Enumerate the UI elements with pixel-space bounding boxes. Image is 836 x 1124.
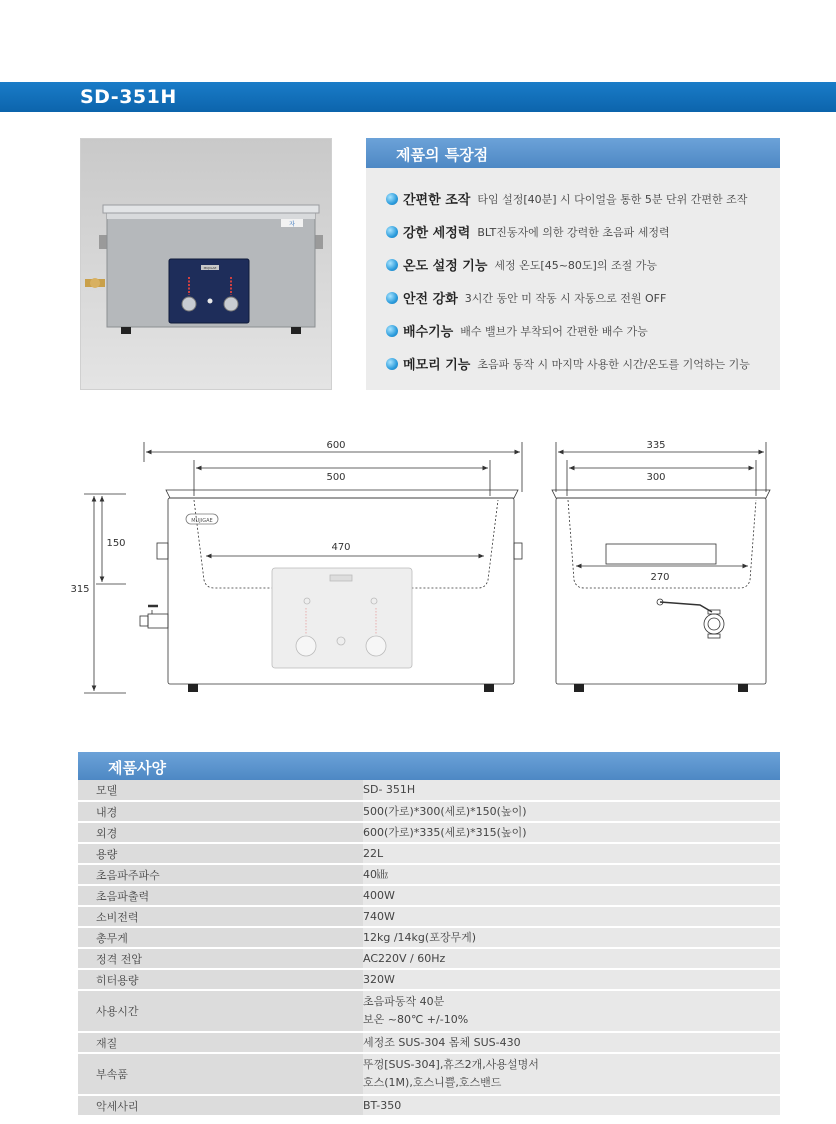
spec-value-line: 12kg /14kg(포장무게)	[363, 930, 476, 944]
spec-value-line: 뚜껑[SUS-304],휴즈2개,사용설명서	[363, 1058, 539, 1071]
spec-value	[363, 969, 780, 990]
spec-value	[363, 780, 780, 801]
spec-value	[363, 1032, 780, 1053]
ultrasonic-cleaner-illustration	[81, 139, 332, 390]
spec-value-line: 초음파동작 40분	[363, 995, 445, 1008]
drawing-brand: MUJIGAE	[191, 518, 213, 524]
spec-label: 초음파출력	[78, 885, 363, 906]
spec-value	[363, 927, 780, 948]
feature-title: 간편한 조작	[403, 193, 471, 208]
spec-value	[363, 906, 780, 927]
feature-title: 안전 강화	[403, 292, 458, 307]
feature-desc: 초음파 동작 시 마지막 사용한 시간/온도를 기억하는 기능	[477, 357, 750, 371]
spec-row	[78, 990, 780, 1032]
spec-value-line: 500(가로)*300(세로)*150(높이)	[363, 804, 527, 818]
front-view	[70, 440, 522, 693]
spec-row	[78, 780, 780, 801]
spec-value	[363, 864, 780, 885]
spec-value-line: 호스(1M),호스니쁠,호스밴드	[363, 1076, 502, 1089]
spec-value	[363, 822, 780, 843]
spec-value-line: SD- 351H	[363, 783, 416, 796]
spec-value-line: AC220V / 60Hz	[363, 951, 446, 965]
dim-front-bath: 470	[331, 542, 351, 553]
feature-title: 배수기능	[403, 325, 454, 340]
spec-label: 악세사리	[78, 1095, 363, 1116]
bullet-icon	[386, 358, 398, 370]
spec-row	[78, 822, 780, 843]
dim-inner-depth: 150	[106, 538, 126, 549]
spec-label: 모델	[78, 780, 363, 801]
feature-item	[386, 281, 780, 314]
bullet-icon	[386, 325, 398, 337]
spec-label: 내경	[78, 801, 363, 822]
spec-row	[78, 906, 780, 927]
spec-label: 히터용량	[78, 969, 363, 990]
spec-value	[363, 1053, 780, 1095]
bullet-icon	[386, 193, 398, 205]
feature-desc: 배수 밸브가 부착되어 간편한 배수 가능	[460, 324, 648, 338]
spec-value-line: 740W	[363, 909, 395, 923]
model-title: SD-351H	[80, 86, 177, 108]
spec-value-line: 22L	[363, 846, 384, 860]
spec-row	[78, 927, 780, 948]
spec-section	[78, 752, 780, 1117]
spec-row	[78, 1032, 780, 1053]
spec-label: 초음파주파수	[78, 864, 363, 885]
spec-row	[78, 885, 780, 906]
feature-item	[386, 347, 780, 380]
spec-value-line: 600(가로)*335(세로)*315(높이)	[363, 825, 527, 839]
spec-value	[363, 948, 780, 969]
feature-item	[386, 215, 780, 248]
spec-row	[78, 1053, 780, 1095]
spec-row	[78, 864, 780, 885]
brand-mark: 자	[289, 221, 295, 228]
spec-row	[78, 801, 780, 822]
spec-value-line: 400W	[363, 888, 395, 902]
dim-front-outer: 600	[326, 440, 346, 451]
spec-label: 소비전력	[78, 906, 363, 927]
side-view	[552, 440, 770, 692]
spec-value-line: 320W	[363, 972, 395, 986]
spec-value	[363, 801, 780, 822]
bullet-icon	[386, 259, 398, 271]
feature-title: 강한 세정력	[403, 226, 471, 241]
spec-value-line: BT-350	[363, 1098, 402, 1112]
spec-label: 부속품	[78, 1053, 363, 1095]
feature-title: 온도 설정 기능	[403, 259, 488, 274]
product-photo	[80, 138, 332, 390]
dim-outer-height: 315	[70, 584, 90, 595]
feature-desc: BLT진동자에 의한 강력한 초음파 세정력	[477, 225, 670, 239]
dim-side-inner: 300	[646, 472, 666, 483]
spec-value-line: 세정조 SUS-304 몸체 SUS-430	[363, 1035, 521, 1049]
spec-value	[363, 1095, 780, 1116]
spec-label: 정격 전압	[78, 948, 363, 969]
dimension-drawing	[0, 420, 836, 720]
dim-side-outer: 335	[646, 440, 666, 451]
spec-label: 재질	[78, 1032, 363, 1053]
dim-front-inner: 500	[326, 472, 346, 483]
feature-desc: 타임 설정[40분] 시 다이얼을 통한 5분 단위 간편한 조작	[477, 192, 748, 206]
spec-table	[78, 780, 780, 1117]
spec-row	[78, 969, 780, 990]
spec-label: 사용시간	[78, 990, 363, 1032]
dim-side-bath: 270	[650, 572, 670, 583]
feature-item	[386, 182, 780, 215]
feature-desc: 세정 온도[45~80도]의 조절 가능	[494, 258, 657, 272]
spec-row	[78, 1095, 780, 1116]
spec-value-line: 보온 ~80℃ +/-10%	[363, 1013, 469, 1026]
spec-title: 제품사양	[78, 752, 780, 780]
spec-row	[78, 948, 780, 969]
spec-label: 외경	[78, 822, 363, 843]
model-header-bar	[0, 82, 836, 112]
spec-row	[78, 843, 780, 864]
spec-value	[363, 990, 780, 1032]
bullet-icon	[386, 226, 398, 238]
feature-desc: 3시간 동안 미 작동 시 자동으로 전원 OFF	[464, 291, 667, 305]
spec-value	[363, 843, 780, 864]
feature-item	[386, 248, 780, 281]
spec-value-line: 40㎑	[363, 867, 388, 881]
features-panel	[366, 138, 780, 390]
features-list	[366, 168, 780, 380]
panel-label: MUJIGAE	[203, 266, 217, 270]
feature-title: 메모리 기능	[403, 358, 471, 373]
spec-value	[363, 885, 780, 906]
feature-item	[386, 314, 780, 347]
features-title: 제품의 특장점	[366, 138, 780, 168]
bullet-icon	[386, 292, 398, 304]
spec-label: 용량	[78, 843, 363, 864]
spec-label: 총무게	[78, 927, 363, 948]
